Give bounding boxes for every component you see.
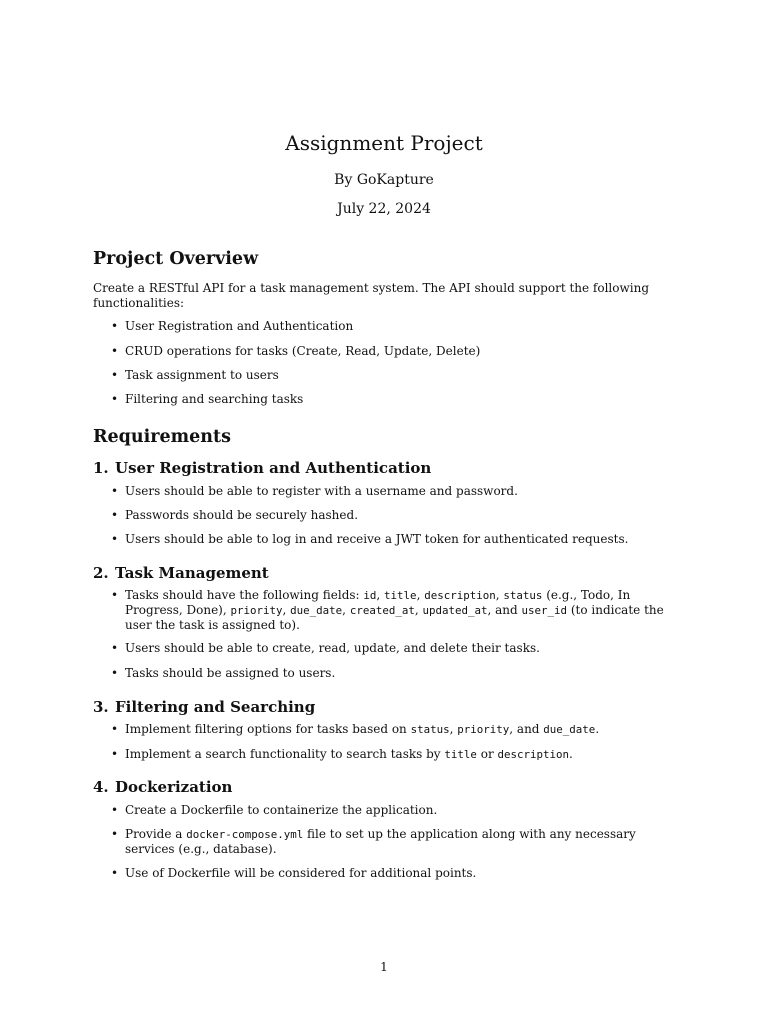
subsection-title: User Registration and Authentication xyxy=(115,459,432,477)
subsection-title: Dockerization xyxy=(115,778,233,796)
document-date: July 22, 2024 xyxy=(337,201,431,217)
subsection-heading xyxy=(93,459,431,477)
document-title: Assignment Project xyxy=(285,131,483,155)
list-item: • Users should be able to log in and receive a JWT token for authenticated requests. xyxy=(111,532,628,547)
subsection-title: Task Management xyxy=(115,564,269,582)
document-author: By GoKapture xyxy=(334,172,434,188)
page-number: 1 xyxy=(380,960,388,974)
subsection-number: 1. xyxy=(93,459,109,477)
subsection-number: 3. xyxy=(93,698,109,716)
list-item: • Use of Dockerfile will be considered for additional points. xyxy=(111,866,476,881)
list-item: • Users should be able to create, read, update, and delete their tasks. xyxy=(111,641,540,656)
subsection-heading xyxy=(93,778,232,796)
list-item: • Task assignment to users xyxy=(111,368,279,383)
list-item: • Tasks should be assigned to users. xyxy=(111,666,335,681)
section-heading-overview: Project Overview xyxy=(93,249,259,269)
list-item: • Users should be able to register with a username and password. xyxy=(111,484,518,499)
subsection-number: 4. xyxy=(93,778,109,796)
list-item: • CRUD operations for tasks (Create, Read, Update, Delete) xyxy=(111,344,480,359)
list-item: • Passwords should be securely hashed. xyxy=(111,508,358,523)
list-item-search: • Implement a search functionality to search tasks by title or description. xyxy=(111,747,573,762)
list-item: • Filtering and searching tasks xyxy=(111,392,303,407)
list-item-fields: • Tasks should have the following fields: id, title, description, status (e.g., Todo, In Progress, Done), priority, due_date, created_at, updated_at, and user_id (to indicate the user the task is assigned to). xyxy=(111,588,675,633)
section-heading-requirements: Requirements xyxy=(93,427,231,447)
list-item-compose: • Provide a docker-compose.yml file to set up the application along with any necessary services (e.g., database). xyxy=(111,827,675,857)
list-item: • User Registration and Authentication xyxy=(111,319,353,334)
subsection-heading xyxy=(93,564,269,582)
subsection-title: Filtering and Searching xyxy=(115,698,316,716)
subsection-heading xyxy=(93,698,315,716)
list-item: • Create a Dockerfile to containerize the application. xyxy=(111,803,437,818)
overview-intro: Create a RESTful API for a task management system. The API should support the following functionalities: xyxy=(93,281,650,310)
list-item-filtering: • Implement filtering options for tasks based on status, priority, and due_date. xyxy=(111,722,599,737)
subsection-number: 2. xyxy=(93,564,109,582)
